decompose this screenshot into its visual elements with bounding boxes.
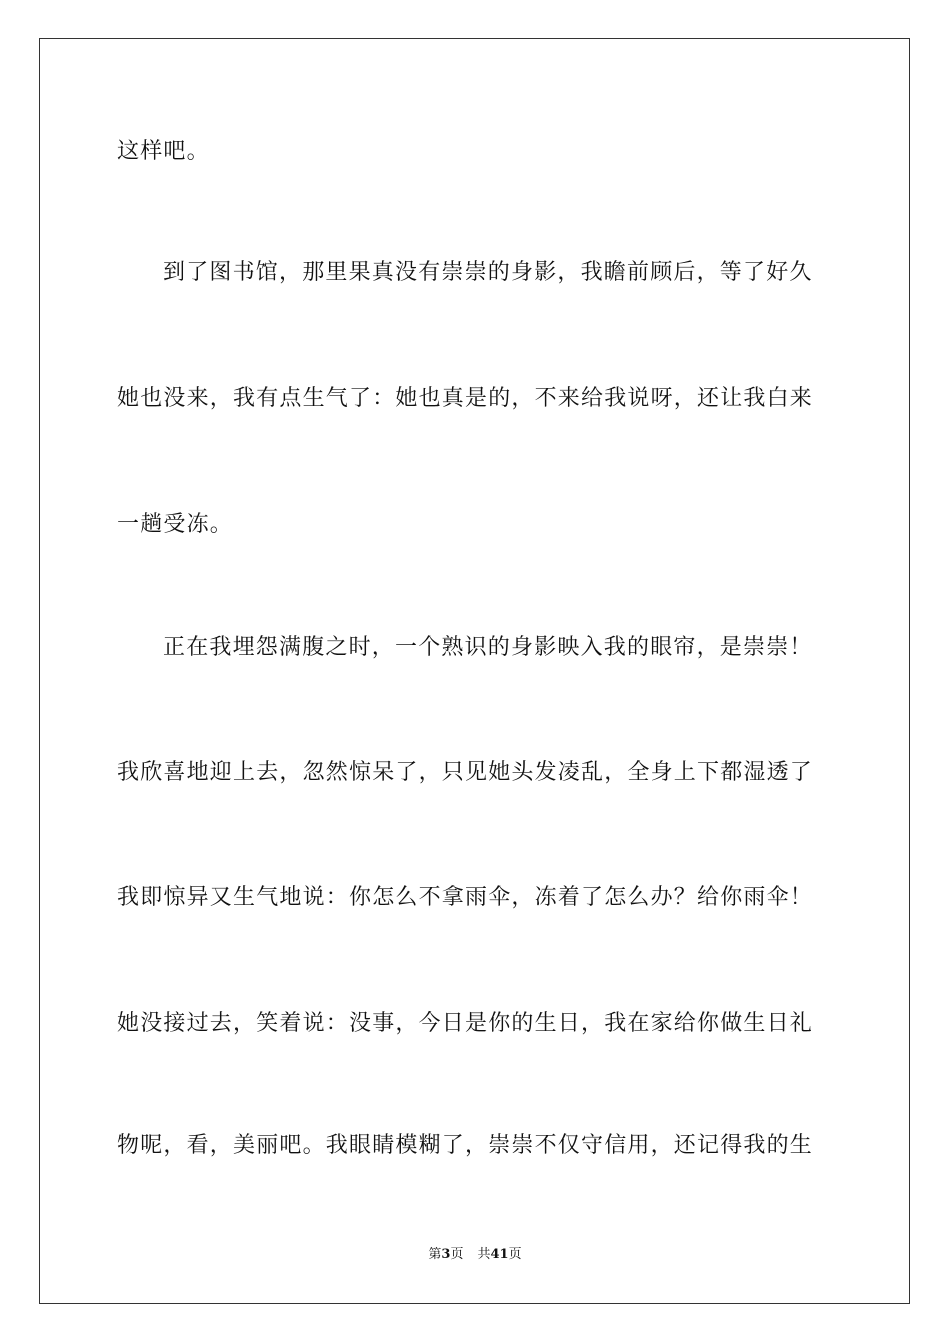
page-suffix: 页 [450,1247,464,1262]
total-suffix: 页 [508,1247,522,1262]
text-line-8: 她没接过去，笑着说：没事，今日是你的生日，我在家给你做生日礼 [117,1011,814,1036]
total-prefix: 共 [477,1247,491,1262]
text-line-3: 她也没来，我有点生气了：她也真是的，不来给我说呀，还让我白来 [117,386,814,411]
page-number: 3 [441,1247,451,1262]
page-border [39,38,910,1304]
page-footer [0,1246,950,1264]
text-line-9: 物呢，看，美丽吧。我眼睛模糊了，崇崇不仅守信用，还记得我的生 [117,1133,814,1158]
text-line-1: 这样吧。 [117,139,210,164]
text-line-5: 正在我埋怨满腹之时，一个熟识的身影映入我的眼帘，是崇崇！ [163,635,813,660]
text-line-4: 一趟受冻。 [117,512,234,537]
total-pages: 41 [490,1247,509,1262]
page-prefix: 第 [428,1247,442,1262]
text-line-6: 我欣喜地迎上去，忽然惊呆了，只见她头发凌乱，全身上下都湿透了 [117,760,814,785]
text-line-2: 到了图书馆，那里果真没有崇崇的身影，我瞻前顾后，等了好久 [163,260,813,285]
text-line-7: 我即惊异又生气地说：你怎么不拿雨伞，冻着了怎么办？给你雨伞！ [117,885,814,910]
